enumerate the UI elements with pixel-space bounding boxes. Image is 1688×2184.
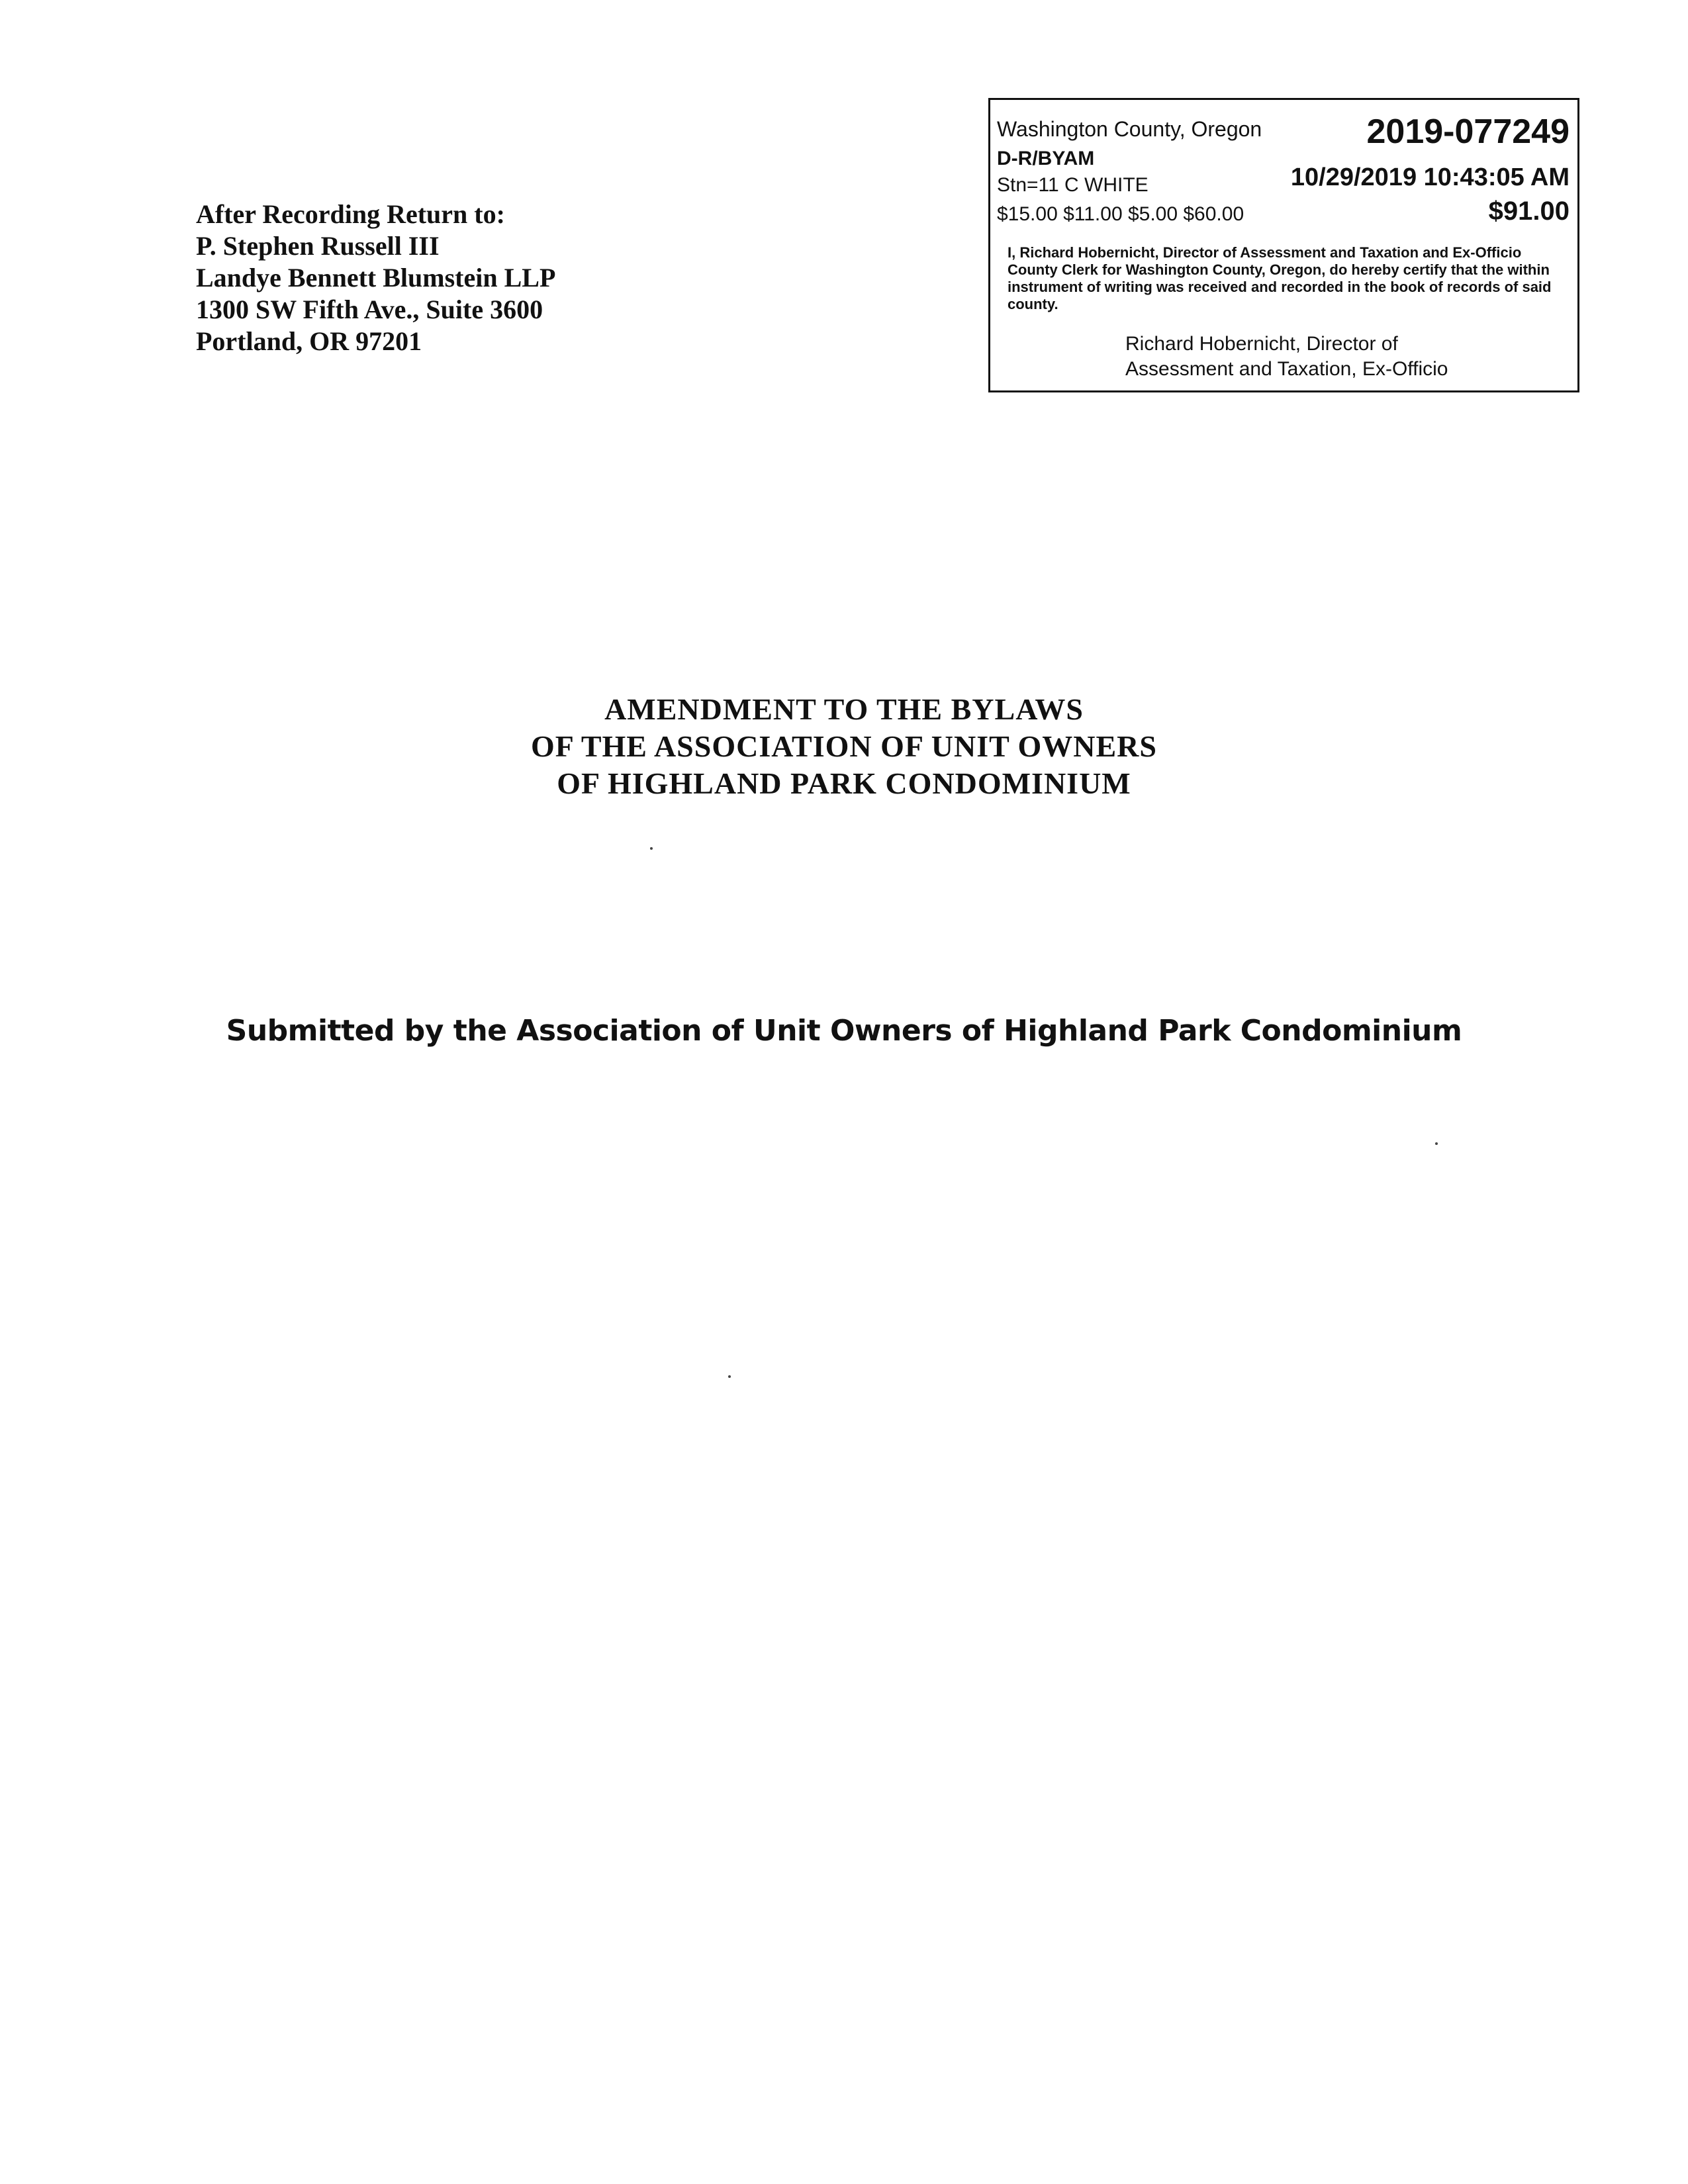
return-street: 1300 SW Fifth Ave., Suite 3600 xyxy=(196,295,543,324)
recording-stamp xyxy=(988,98,1579,392)
scan-speck xyxy=(728,1375,731,1378)
stamp-certification: I, Richard Hobernicht, Director of Assessment and Taxation and Ex-Officio County Clerk for Washington County, Oregon, do hereby certify that the within instrument of writing was received and recorded in the book of records of said county. xyxy=(1008,244,1552,312)
return-firm: Landye Bennett Blumstein LLP xyxy=(196,263,556,293)
stamp-signatory-line-1: Richard Hobernicht, Director of xyxy=(1125,333,1398,355)
title-line-3: OF HIGHLAND PARK CONDOMINIUM xyxy=(557,766,1131,800)
return-heading: After Recording Return to: xyxy=(196,199,505,229)
return-name: P. Stephen Russell III xyxy=(196,231,440,261)
scan-speck xyxy=(1435,1142,1438,1145)
stamp-document-number: 2019-077249 xyxy=(1366,113,1570,151)
stamp-total: $91.00 xyxy=(1488,197,1570,226)
document-title xyxy=(0,691,1688,802)
stamp-document-type: D-R/BYAM xyxy=(997,148,1095,169)
return-city: Portland, OR 97201 xyxy=(196,326,422,356)
stamp-station: Stn=11 C WHITE xyxy=(997,174,1149,196)
stamp-fees: $15.00 $11.00 $5.00 $60.00 xyxy=(997,203,1244,225)
submitted-by: Submitted by the Association of Unit Owners of Highland Park Condominium xyxy=(226,1014,1462,1048)
stamp-signatory-line-2: Assessment and Taxation, Ex-Officio xyxy=(1125,358,1448,380)
title-line-2: OF THE ASSOCIATION OF UNIT OWNERS xyxy=(531,729,1157,763)
title-line-1: AMENDMENT TO THE BYLAWS xyxy=(604,692,1084,726)
scan-speck xyxy=(650,847,653,850)
return-address-block xyxy=(196,199,555,357)
stamp-county: Washington County, Oregon xyxy=(997,117,1262,141)
stamp-recorded-datetime: 10/29/2019 10:43:05 AM xyxy=(1290,163,1570,191)
